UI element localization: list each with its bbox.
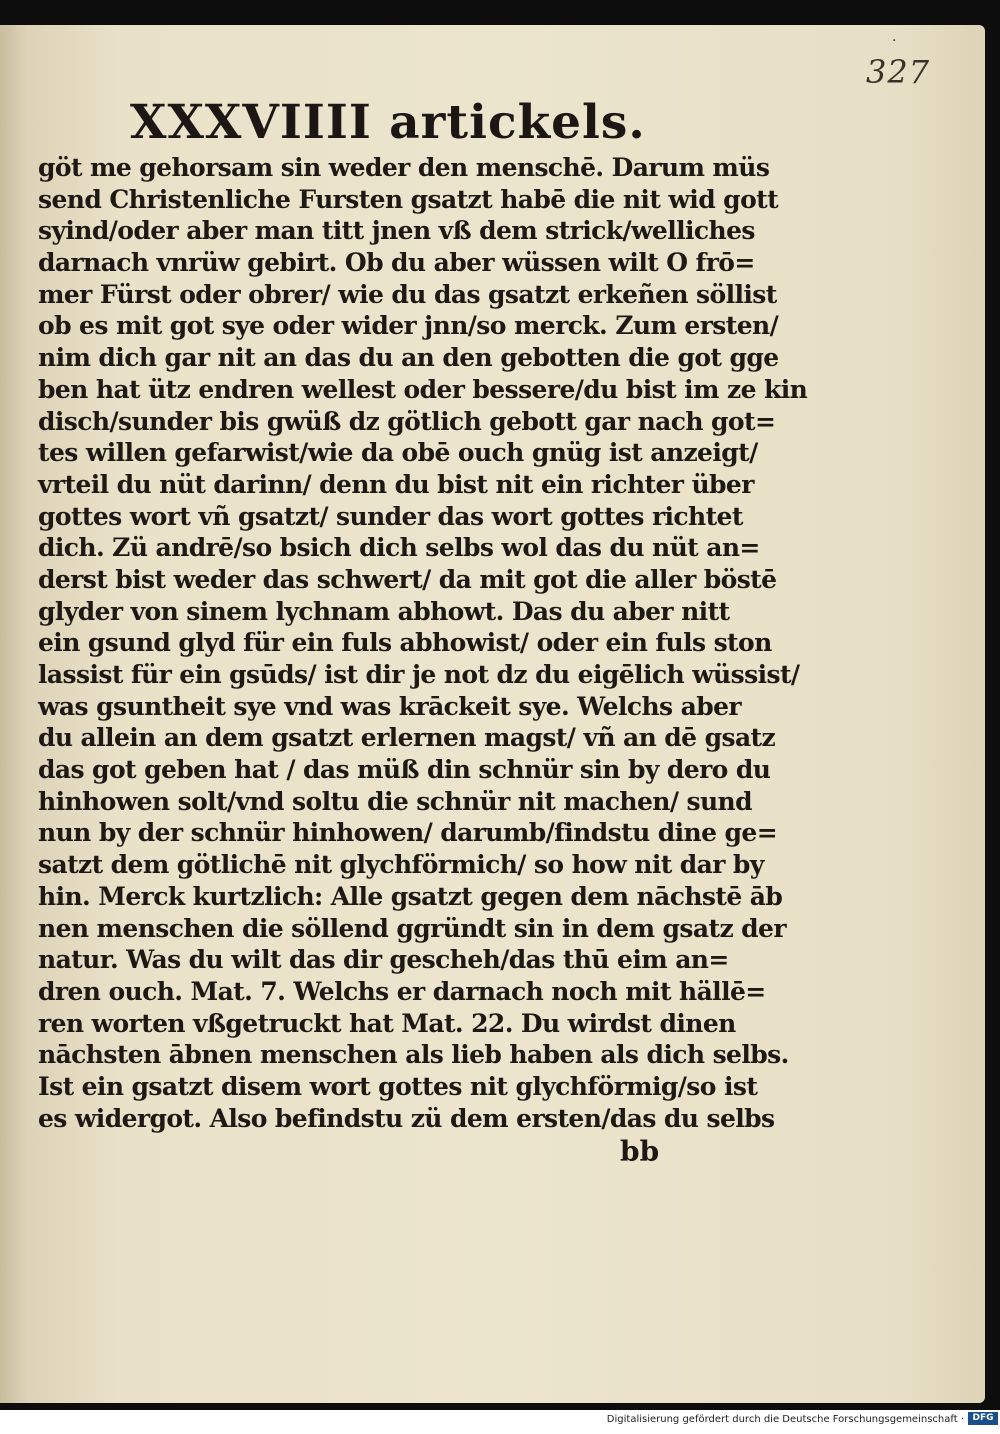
text-line: vrteil du nüt darinn/ denn du bist nit ein richter über xyxy=(38,469,754,499)
text-line: natur. Was du wilt das dir gescheh/das thū eim an= xyxy=(38,945,729,975)
text-line: darnach vnrüw gebirt. Ob du aber wüssen wilt O frō= xyxy=(38,248,755,278)
text-line: du allein an dem gsatzt erlernen magst/ vñ an dē gsatz xyxy=(38,723,776,753)
text-line: hin. Merck kurtzlich: Alle gsatzt gegen dem nāchstē āb xyxy=(38,881,783,911)
text-line: nun by der schnür hinhowen/ darumb/findstu dine ge= xyxy=(38,818,778,848)
book-page xyxy=(0,25,985,1403)
text-line: satzt dem götlichē nit glychförmich/ so how nit dar by xyxy=(38,850,764,880)
text-line: tes willen gefarwist/wie da obē ouch gnüg ist anzeigt/ xyxy=(38,438,758,468)
text-line: Ist ein gsatzt disem wort gottes nit glychförmig/so ist xyxy=(38,1071,758,1101)
page-heading: XXXVIIII artickels. xyxy=(130,95,646,150)
folio-number: 327 xyxy=(866,53,931,91)
text-line: es widergot. Also befindstu zü dem ersten/das du selbs xyxy=(38,1103,775,1133)
text-line: nim dich gar nit an das du an den gebotten die got gge xyxy=(38,343,779,373)
text-line: disch/sunder bis gwüß dz götlich gebott gar nach got= xyxy=(38,406,776,436)
text-line: glyder von sinem lychnam abhowt. Das du aber nitt xyxy=(38,596,730,626)
dfg-logo: DFG xyxy=(968,1412,998,1425)
text-line: hinhowen solt/vnd soltu die schnür nit machen/ sund xyxy=(38,786,752,816)
text-line: derst bist weder das schwert/ da mit got die aller böstē xyxy=(38,564,777,594)
text-line: dich. Zü andrē/so bsich dich selbs wol das du nüt an= xyxy=(38,533,760,563)
text-line: lassist für ein gsūds/ ist dir je not dz du eigēlich wüssist/ xyxy=(38,660,800,689)
text-line: nen menschen die söllend ggründt sin in dem gsatz der xyxy=(38,913,786,943)
text-line: was gsuntheit sye vnd was krāckeit sye. Welchs aber xyxy=(38,691,741,721)
text-line: syind/oder aber man titt jnen vß dem strick/welliches xyxy=(38,216,755,246)
text-line: dren ouch. Mat. 7. Welchs er darnach noch mit hällē= xyxy=(38,976,766,1006)
text-line: ob es mit got sye oder wider jnn/so merck. Zum ersten/ xyxy=(38,311,779,341)
funding-credit: Digitalisierung gefördert durch die Deutsche Forschungsgemeinschaft · xyxy=(606,1414,964,1425)
text-line: mer Fürst oder obrer/ wie du das gsatzt erkeñen söllist xyxy=(38,279,777,309)
text-line: das got geben hat / das müß din schnür sin by dero du xyxy=(38,755,771,785)
text-line: ein gsund glyd für ein fuls abhowist/ oder ein fuls ston xyxy=(38,628,772,658)
body-text xyxy=(38,152,808,1134)
text-line: göt me gehorsam sin weder den menschē. Darum müs xyxy=(38,153,770,182)
text-line: gottes wort vñ gsatzt/ sunder das wort gottes richtet xyxy=(38,501,743,531)
text-line: send Christenliche Fursten gsatzt habē die nit wid gott xyxy=(38,184,779,214)
text-line: ben hat ütz endren wellest oder bessere/du bist im ze kin xyxy=(38,374,808,404)
text-line: ren worten vßgetruckt hat Mat. 22. Du wirdst dinen xyxy=(38,1008,736,1038)
catchword: bb xyxy=(620,1135,660,1168)
text-line: nāchsten ābnen menschen als lieb haben als dich selbs. xyxy=(38,1040,789,1070)
folio-mark: · xyxy=(892,33,897,49)
